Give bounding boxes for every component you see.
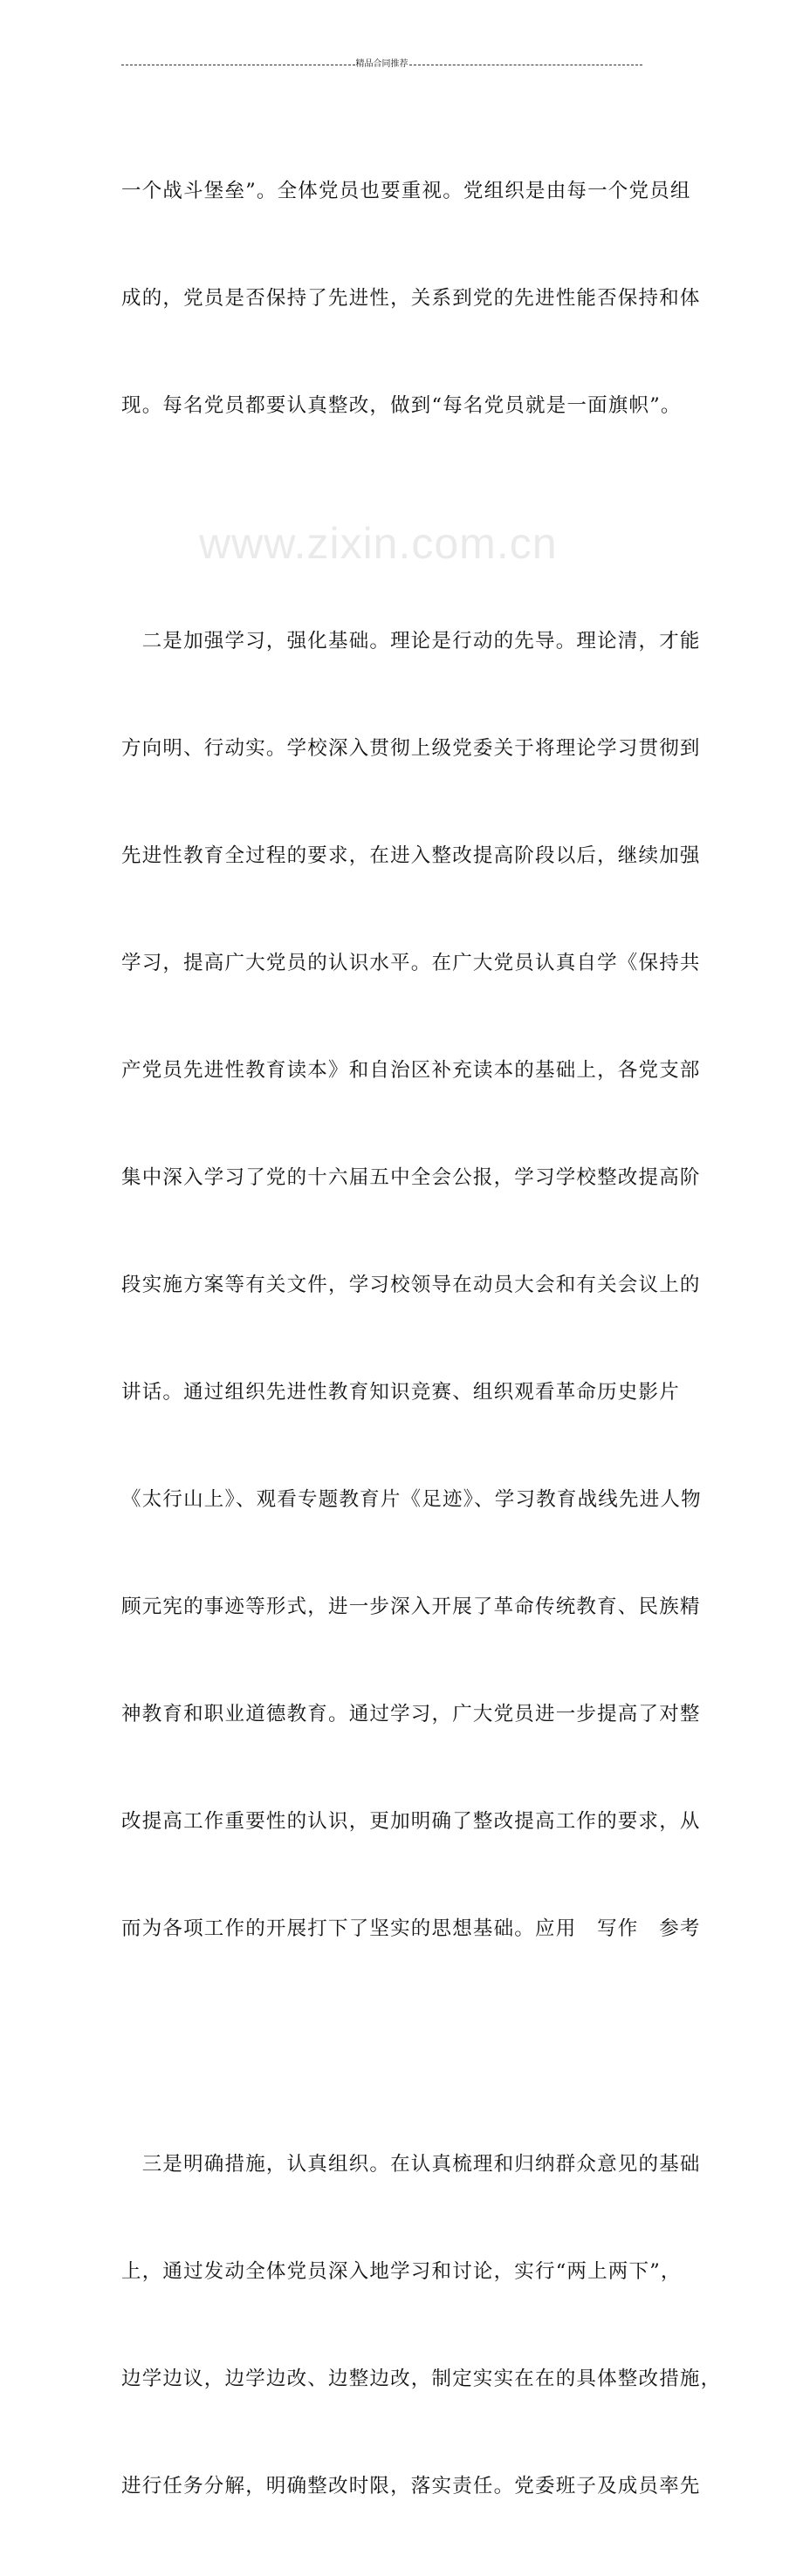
paragraph-3 (121, 2075, 722, 2576)
paragraph-2 (121, 552, 702, 2019)
text-line: 改提高工作重要性的认识，更加明确了整改提高工作的要求，从 (121, 1810, 701, 1833)
text-line: 现。每名党员都要认真整改，做到“每名党员就是一面旗帜”。 (121, 394, 682, 417)
paragraph-gap (121, 2019, 682, 2075)
text-line: 讲话。通过组织先进性教育知识竞赛、组织观看革命历史影片 (121, 1381, 680, 1404)
text-line: 段实施方案等有关文件，学习校领导在动员大会和有关会议上的 (121, 1274, 701, 1296)
text-line: 进行任务分解，明确整改时限，落实责任。党委班子及成员率先 (121, 2475, 701, 2497)
text-line: 而为各项工作的开展打下了坚实的思想基础。应用 写作 参考 (121, 1917, 701, 1940)
text-line: 三是明确措施，认真组织。在认真梳理和归纳群众意见的基础 (121, 2153, 701, 2176)
text-line: 成的，党员是否保持了先进性，关系到党的先进性能否保持和体 (121, 287, 701, 310)
document-body (121, 102, 722, 2576)
text-line: 《太行山上》、观看专题教育片《足迹》、学习教育战线先进人物 (121, 1488, 702, 1511)
text-line: 顾元宪的事迹等形式，进一步深入开展了革命传统教育、民族精 (121, 1595, 701, 1618)
page-header (121, 58, 642, 72)
text-line: 集中深入学习了党的十六届五中全会公报，学习学校整改提高阶 (121, 1166, 701, 1189)
watermark: www.zixin.com.cn (199, 519, 558, 568)
text-line: 学习，提高广大党员的认识水平。在广大党员认真自学《保持共 (121, 952, 701, 974)
text-line: 二是加强学习，强化基础。理论是行动的先导。理论清，才能 (121, 630, 701, 653)
text-line: 边学边议，边学边改、边整边改，制定实实在在的具体整改措施， (121, 2368, 722, 2390)
text-line: 先进性教育全过程的要求，在进入整改提高阶段以后，继续加强 (121, 844, 701, 867)
text-line: 神教育和职业道德教育。通过学习，广大党员进一步提高了对整 (121, 1703, 701, 1725)
text-line: 方向明、行动实。学校深入贯彻上级党委关于将理论学习贯彻到 (121, 737, 701, 760)
text-line: 产党员先进性教育读本》和自治区补充读本的基础上，各党支部 (121, 1059, 701, 1082)
paragraph-gap (121, 495, 682, 552)
header-title: 精品合同推荐 (355, 59, 408, 69)
text-line: 一个战斗堡垒”。全体党员也要重视。党组织是由每一个党员组 (121, 180, 691, 202)
paragraph-1 (121, 102, 701, 495)
text-line: 上，通过发动全体党员深入地学习和讨论，实行“两上两下”， (121, 2260, 682, 2283)
